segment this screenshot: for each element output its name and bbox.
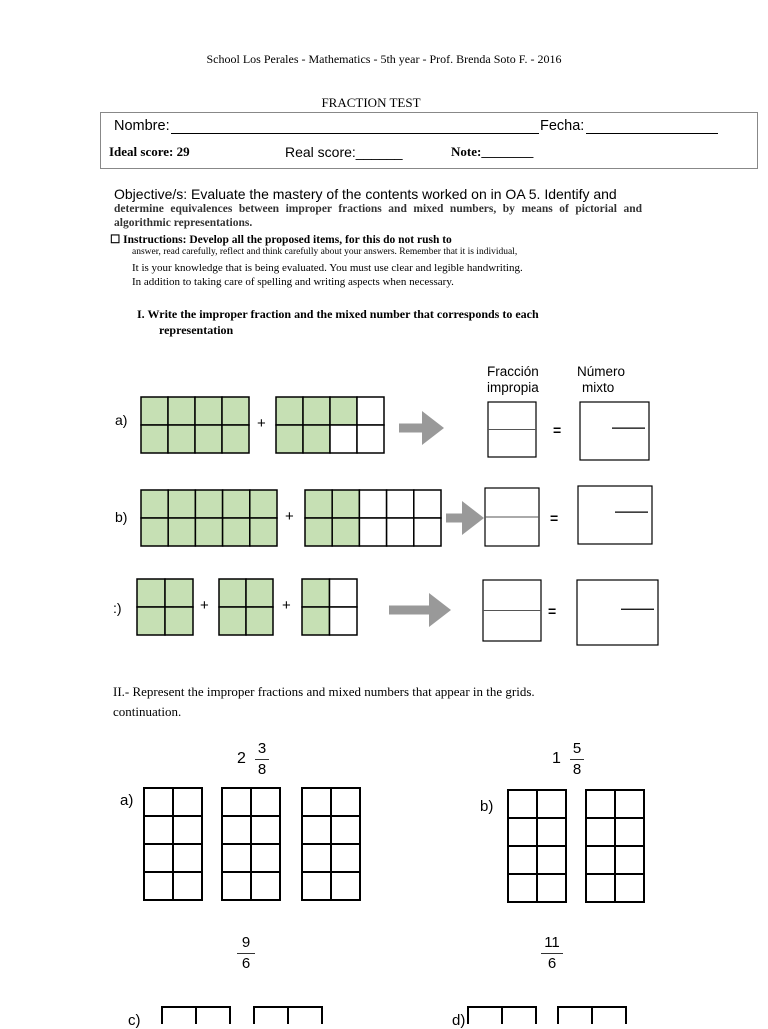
item-2d-label: d): [452, 1012, 466, 1029]
item-2b-label: b): [480, 798, 494, 815]
fraction-denominator: 6: [547, 955, 557, 972]
instructions-line-3: It is your knowledge that is being evaluated. You must use clear and legible handwriting.: [132, 262, 523, 274]
section-2-title-line2: continuation.: [113, 704, 182, 719]
right-arrow-icon: [446, 501, 484, 535]
shaded-cell: [302, 579, 330, 607]
fraction-numerator: 9: [241, 934, 251, 951]
fraction-denominator: 8: [257, 761, 267, 778]
grid-cell: [502, 1007, 536, 1024]
grid-cell: [331, 844, 360, 872]
note-field[interactable]: Note:________: [451, 144, 534, 159]
section-1-title-line1: I. Write the improper fraction and the mixed number that corresponds to each: [137, 307, 539, 321]
shaded-cell: [141, 490, 168, 518]
equals-sign: =: [550, 510, 559, 526]
instructions-line-4: In addition to taking care of spelling and writing aspects when necessary.: [132, 276, 454, 288]
column-improper-line1: Fracción: [487, 364, 539, 379]
equals-sign: =: [553, 422, 562, 438]
fraction-whole: 1: [552, 750, 561, 767]
shaded-cell: [303, 397, 330, 425]
answer-box: [578, 486, 652, 544]
grid-cell: [288, 1007, 322, 1024]
grid-cell: [251, 788, 280, 816]
ideal-score: Ideal score: 29: [109, 144, 190, 159]
improper-fraction-answer-box: [483, 580, 541, 641]
fraction-denominator: 8: [572, 761, 582, 778]
empty-fraction-grid: [222, 788, 280, 900]
fraction-2d: [541, 934, 563, 973]
empty-fraction-grid: [558, 1007, 626, 1024]
empty-cell: [359, 490, 386, 518]
objective-line: Objective/s: Evaluate the mastery of the contents worked on in OA 5. Identify and: [114, 186, 617, 202]
shaded-cell: [219, 579, 246, 607]
grid-cell: [162, 1007, 196, 1024]
grid-cell: [586, 790, 615, 818]
empty-fraction-grid: [586, 790, 644, 902]
section-2-title: [113, 682, 535, 722]
fraction-grid: [302, 579, 357, 635]
grid-cell: [586, 846, 615, 874]
grid-cell: [615, 874, 644, 902]
grid-cell: [302, 816, 331, 844]
shaded-cell: [246, 607, 273, 635]
grid-cell: [251, 872, 280, 900]
grid-cell: [144, 872, 173, 900]
shaded-cell: [276, 397, 303, 425]
fraction-grid: [305, 490, 441, 546]
empty-fraction-grid: [508, 790, 566, 902]
grid-cell: [254, 1007, 288, 1024]
grid-cell: [586, 818, 615, 846]
section-1-title-line2: representation: [159, 323, 234, 337]
plus-sign: +: [200, 597, 209, 614]
grid-cell: [537, 790, 566, 818]
fraction-grid: [276, 397, 384, 453]
grid-cell: [558, 1007, 592, 1024]
grid-cell: [615, 818, 644, 846]
empty-fraction-grid: [468, 1007, 536, 1024]
empty-cell: [359, 518, 386, 546]
date-field[interactable]: [586, 133, 718, 134]
header-line: School Los Perales - Mathematics - 5th year - Prof. Brenda Soto F. - 2016: [206, 52, 562, 66]
fraction-grid: [141, 397, 249, 453]
shaded-cell: [332, 490, 359, 518]
shaded-cell: [305, 490, 332, 518]
mixed-number-answer-box: [578, 486, 652, 544]
column-mixed-line2: mixto: [582, 380, 615, 395]
grid-cell: [468, 1007, 502, 1024]
shaded-cell: [137, 607, 165, 635]
grid-cell: [615, 790, 644, 818]
grid-cell: [222, 788, 251, 816]
shaded-cell: [332, 518, 359, 546]
grid-cell: [196, 1007, 230, 1024]
instructions-line-2: answer, read carefully, reflect and think carefully about your answers. Remember that it is individual,: [132, 247, 518, 257]
shaded-cell: [168, 425, 195, 453]
empty-cell: [330, 425, 357, 453]
plus-sign: +: [257, 415, 266, 432]
shaded-cell: [165, 579, 193, 607]
item-1a-label: a): [115, 412, 128, 428]
answer-box: [483, 580, 541, 641]
answer-box: [577, 580, 658, 645]
grid-cell: [331, 872, 360, 900]
empty-cell: [357, 397, 384, 425]
fraction-grid: [141, 490, 277, 546]
grid-cell: [302, 788, 331, 816]
grid-cell: [592, 1007, 626, 1024]
grid-cell: [173, 872, 202, 900]
shaded-cell: [330, 397, 357, 425]
grid-cell: [615, 846, 644, 874]
empty-cell: [387, 490, 414, 518]
fraction-2c: [237, 934, 255, 973]
empty-fraction-grid: [254, 1007, 322, 1024]
shaded-cell: [305, 518, 332, 546]
right-arrow-icon: [389, 593, 451, 627]
section-2-title-line1: II.- Represent the improper fractions and mixed numbers that appear in the grids.: [113, 684, 535, 699]
item-2a-label: a): [120, 792, 134, 809]
shaded-cell: [168, 518, 195, 546]
shaded-cell: [223, 518, 250, 546]
grid-cell: [331, 816, 360, 844]
fraction-grid: [219, 579, 273, 635]
shaded-cell: [195, 425, 222, 453]
column-improper-line2: impropia: [487, 380, 539, 395]
shaded-cell: [141, 425, 168, 453]
empty-fraction-grid: [302, 788, 360, 900]
student-info-box: [100, 112, 758, 169]
grid-cell: [508, 818, 537, 846]
answer-box: [488, 402, 536, 457]
empty-cell: [357, 425, 384, 453]
fraction-grid: [137, 579, 193, 635]
test-title: FRACTION TEST: [321, 95, 421, 110]
real-score-field[interactable]: Real score:______: [285, 144, 403, 160]
grid-cell: [508, 790, 537, 818]
grid-cell: [302, 844, 331, 872]
grid-cell: [144, 788, 173, 816]
grid-cell: [144, 844, 173, 872]
mixed-number-answer-box: [577, 580, 658, 645]
item-2c-label: c): [128, 1012, 141, 1029]
grid-cell: [251, 816, 280, 844]
grid-cell: [331, 788, 360, 816]
grid-cell: [222, 816, 251, 844]
shaded-cell: [246, 579, 273, 607]
shaded-cell: [165, 607, 193, 635]
right-arrow-icon: [399, 411, 444, 445]
column-mixed-line1: Número: [577, 364, 626, 379]
item-1b-label: b): [115, 509, 128, 525]
shaded-cell: [195, 490, 222, 518]
grid-cell: [302, 872, 331, 900]
grid-cell: [586, 874, 615, 902]
grid-cell: [173, 844, 202, 872]
date-label: Fecha:: [540, 118, 585, 134]
objective-detail: determine equivalences between improper fractions and mixed numbers, by means of pictorial and algorithmic representations.: [114, 203, 642, 229]
column-improper-fraction: [487, 364, 539, 396]
column-mixed-number: [577, 364, 625, 396]
grid-cell: [537, 874, 566, 902]
empty-cell: [330, 607, 358, 635]
answer-box: [485, 488, 539, 546]
grid-cell: [173, 816, 202, 844]
fraction-numerator: 3: [257, 740, 267, 757]
name-label: Nombre:: [114, 118, 170, 134]
shaded-cell: [219, 607, 246, 635]
shaded-cell: [168, 397, 195, 425]
grid-cell: [537, 846, 566, 874]
shaded-cell: [222, 397, 249, 425]
item-1c-label: :): [113, 600, 122, 616]
grid-cell: [251, 844, 280, 872]
section-1-title: [137, 306, 665, 338]
shaded-cell: [195, 397, 222, 425]
instructions-title: ☐ Instructions: Develop all the proposed items, for this do not rush to: [110, 234, 452, 246]
empty-cell: [387, 518, 414, 546]
grid-cell: [508, 874, 537, 902]
shaded-cell: [250, 518, 277, 546]
shaded-cell: [302, 607, 330, 635]
grid-cell: [222, 872, 251, 900]
equals-sign: =: [548, 603, 557, 619]
shaded-cell: [168, 490, 195, 518]
grid-cell: [537, 818, 566, 846]
grid-cell: [144, 816, 173, 844]
grid-cell: [508, 846, 537, 874]
shaded-cell: [250, 490, 277, 518]
shaded-cell: [303, 425, 330, 453]
fraction-numerator: 5: [572, 740, 582, 757]
grid-cell: [173, 788, 202, 816]
improper-fraction-answer-box: [485, 488, 539, 546]
fraction-whole: 2: [237, 750, 246, 767]
shaded-cell: [141, 397, 168, 425]
empty-cell: [330, 579, 358, 607]
plus-sign: +: [285, 508, 294, 525]
improper-fraction-answer-box: [488, 402, 536, 457]
shaded-cell: [141, 518, 168, 546]
name-field[interactable]: [171, 133, 539, 134]
empty-cell: [414, 518, 441, 546]
shaded-cell: [223, 490, 250, 518]
plus-sign: +: [282, 597, 291, 614]
fraction-numerator: 11: [544, 934, 560, 951]
fraction-denominator: 6: [241, 955, 251, 972]
shaded-cell: [195, 518, 222, 546]
grid-cell: [222, 844, 251, 872]
shaded-cell: [276, 425, 303, 453]
mixed-number-answer-box: [580, 402, 649, 460]
shaded-cell: [137, 579, 165, 607]
empty-fraction-grid: [144, 788, 202, 900]
empty-cell: [414, 490, 441, 518]
empty-fraction-grid: [162, 1007, 230, 1024]
answer-box: [580, 402, 649, 460]
shaded-cell: [222, 425, 249, 453]
